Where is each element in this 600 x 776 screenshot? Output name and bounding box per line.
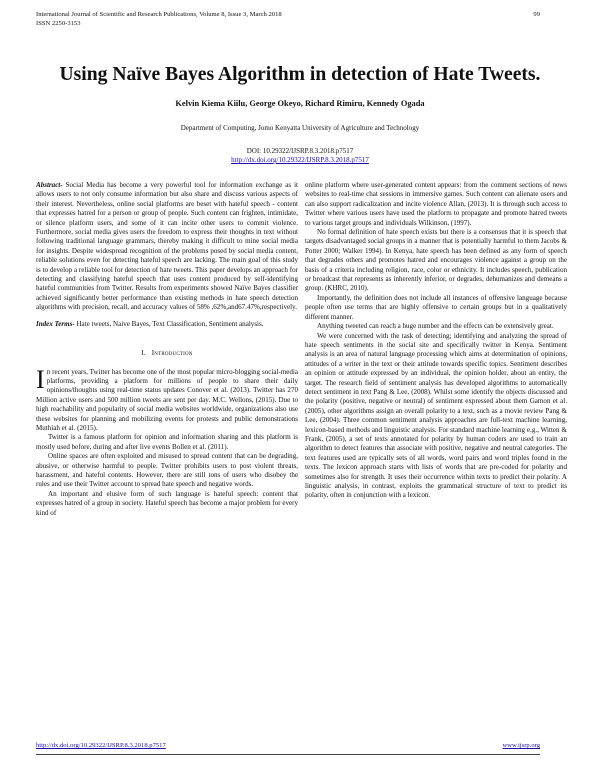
journal-header: [36, 11, 536, 28]
right-paragraph-1: online platform where user-generated content appears: from the comment sections of news websites to real-time chat sessions in immersive games. Such content can alienate users and can also support radicalization and incite violence Allan, (2013). It is through such access to Twitter where various users have used the platform to propagate and promote hatred tweets to various target groups and individuals Wilkinson, (1997).: [305, 181, 567, 227]
index-terms-text: Hate tweets, Naive Bayes, Text Classification, Sentiment analysis.: [74, 319, 264, 328]
index-terms: [36, 320, 298, 329]
footer-divider: [36, 754, 540, 755]
right-paragraph-2: No formal definition of hate speech exists but there is a consensus that it is speech that targets disadvantaged social groups in a manner that is potentially harmful to them Jacobs & Potter 2000; Walker 1994). In Kenya, hate speech has been defined as any form of speech that degrades others and promotes hatred and encourages violence against a group on the basis of a criteria including religion, race, color or ethnicity. It includes speech, publication or broadcast that represents as inherently inferior, or degrades, dehumanizes and demeans a group. (KHRC, 2010).: [305, 228, 567, 293]
page-number: 99: [533, 11, 540, 18]
intro-paragraph-3: Online spaces are often exploited and misused to spread content that can be degrading, abusive, or otherwise harmful to people. Twitter prohibits users to post violent threats, harassment, and hateful contents. However, there are still tons of users who disobey the rules and use their Twitter account to spread hate speech and negative words.: [36, 452, 298, 489]
section-number: I.: [141, 349, 146, 358]
abstract-label: Abstract-: [36, 181, 63, 189]
intro-p1-text: n recent years, Twitter has become one of the most popular micro-blogging social-media platforms, providing a platform for millions of people to share their daily opinions/thoughts using real-time status updates Conover et al. (2013). Twitter has 270 Million active users and 500 million tweets are sent per day. M.C. Wellons, (2015). Due to high reachability and popularity of social media websites worldwide, organizations also use these websites for planning and mobilizing events for protests and public demonstrations Muthiah et al. (2015).: [36, 367, 298, 432]
intro-paragraph-4: An important and elusive form of such language is hateful speech: content that expresses hatred of a group in society. Hateful speech has become a major problem for every kind of: [36, 489, 298, 517]
section-title: Introduction: [151, 349, 193, 358]
drop-cap: I: [36, 364, 45, 394]
footer-doi-link[interactable]: http://dx.doi.org/10.29322/IJSRP.8.3.2018.p7517: [36, 742, 166, 749]
right-paragraph-5: We were concerned with the task of detecting; identifying and analyzing the spread of hate speech sentiments in the social site and specifically twitter in Kenya. Sentiment analysis is an area of natural language processing which aims at determination of opinions, attitudes of a writer in the text or their attitude towards specific topics. Sentiment describes an opinion or attitude expressed by an individual, the opinion holder, about an entity, the target. The research field of sentiment analysis has developed algorithms to automatically detect sentiment in text Pang & Lee, (2008). Whilst some identify the objects discussed and the polarity (positive, negative or neutral) of sentiment expressed about them Gamon et al. (2005), other algorithms assign an overall polarity to a text, such as a movie review Pang & Lee, (2004). Three common sentiment analysis approaches are full-text machine learning, lexicon-based methods and linguistic analysis. For standard machine learning e.g., Witten & Frank, (2005), a set of texts annotated for polarity by human coders are used to train an algorithm to detect features that associate with positive, negative and neutral categories. The text features used are typically sets of all words, word pairs and word triples found in the texts. The lexicon approach starts with lists of words that are pre-coded for polarity and sometimes also for strength. It uses their occurrence within texts to predict their polarity. A linguistic analysis, in contrast, exploits the grammatical structure of text to predict its polarity, often in conjunction with a lexicon.: [305, 331, 567, 500]
abstract: [36, 181, 298, 313]
affiliation: Department of Computing, Jomo Kenyatta University of Agriculture and Technology: [180, 124, 420, 132]
section-heading: [36, 349, 298, 358]
issn: ISSN 2250-3153: [36, 19, 81, 27]
left-column: [36, 181, 298, 518]
right-column: [305, 181, 567, 501]
index-terms-label: Index Terms-: [36, 319, 75, 328]
paper-title: Using Naïve Bayes Algorithm in detection of Hate Tweets.: [59, 64, 541, 85]
right-paragraph-4: Anything tweeted can reach a huge number and the effects can be extensively great.: [317, 322, 554, 331]
intro-paragraph-2: Twitter is a famous platform for opinion and information sharing and this platform is mostly used before, during and after live events Bollen et al. (2011).: [36, 433, 298, 451]
doi-text: DOI: 10.29322/IJSRP.8.3.2018.p7517: [246, 147, 354, 155]
intro-paragraph-1: [36, 364, 298, 434]
doi-link[interactable]: http://dx.doi.org/10.29322/IJSRP.8.3.2018.p7517: [231, 156, 369, 164]
footer-site-link[interactable]: www.ijsrp.org: [502, 742, 540, 749]
author-list: Kelvin Kiema Kiilu, George Okeyo, Richard Rimiru, Kennedy Ogada: [175, 99, 425, 108]
right-paragraph-3: Importantly, the definition does not include all instances of offensive language because people often use terms that are highly offensive to certain groups but in a qualitatively different manner.: [305, 293, 567, 321]
journal-name: International Journal of Scientific and Research Publications, Volume 8, Issue 3, March 2018: [36, 11, 282, 18]
abstract-text: Social Media has become a very powerful tool for information exchange as it allows users to not only consume information but also share and discuss various aspects of their interest. Nevertheless, online social platforms are beset with hateful speech - content that expresses hatred for a person or group of people. Such content can frighten, intimidate, or silence platform users, and some of it can incite other users to commit violence. Furthermore, social media gives users the freedom to express their thoughts in text without following traditional language grammars, thereby making it difficult to mine social media for insights. Despite widespread recognition of the problems posed by social media content, reliable solutions even for detecting hateful speech are lacking. The main goal of this study is to develop a reliable tool for detection of hate tweets. This paper develops an approach for detecting and classifying hateful speech that uses content produced by self-identifying hateful communities from Twitter. Results from experiments showed Naïve Bayes classifier achieved significantly better performance than existing methods in hate speech detection algorithms with precision, recall, and accuracy values of 58% ,62%,and67.47%,respectively.: [36, 181, 298, 312]
